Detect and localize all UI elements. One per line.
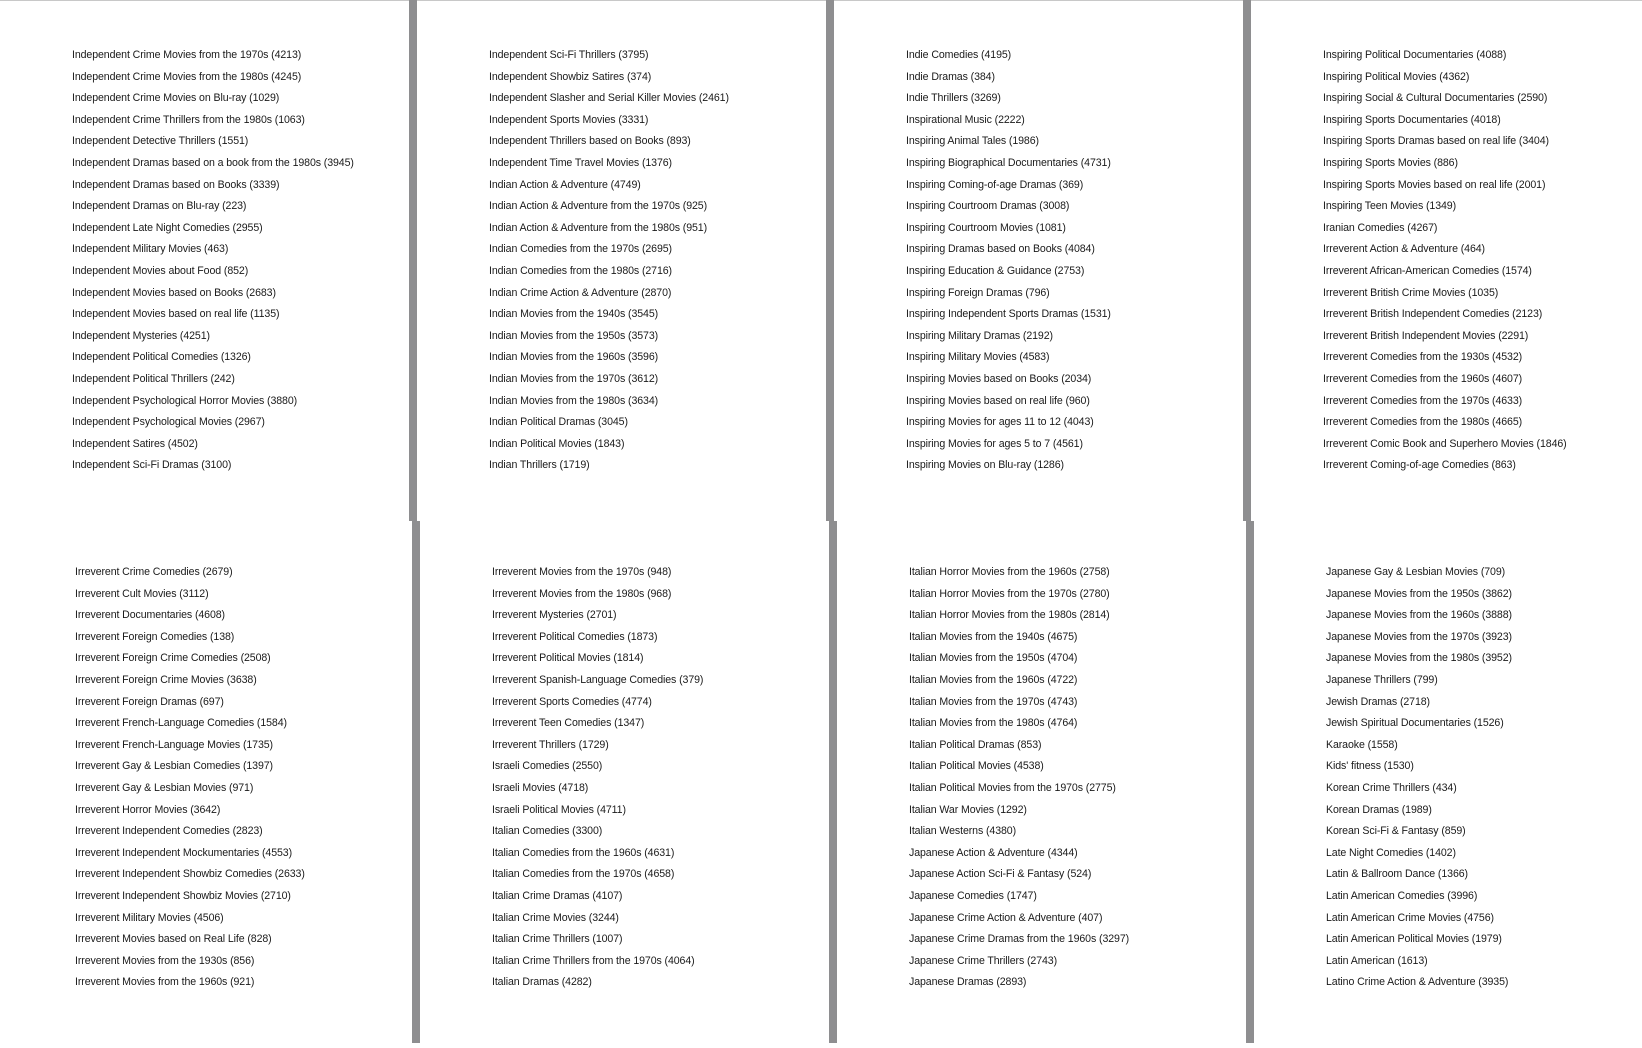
list-item: Independent Crime Movies on Blu-ray (1029) — [72, 92, 280, 105]
list-item: Irreverent Foreign Crime Comedies (2508) — [75, 652, 271, 665]
category-list — [75, 562, 465, 994]
list-item: Indie Dramas (384) — [906, 70, 995, 83]
list-item: Irreverent Movies from the 1960s (921) — [75, 976, 255, 989]
list-item: Inspiring Courtroom Dramas (3008) — [906, 200, 1070, 213]
list-item: Irreverent Independent Comedies (2823) — [75, 825, 263, 838]
list-item: Italian Crime Thrillers from the 1970s (4064) — [492, 954, 695, 967]
list-item: Japanese Action & Adventure (4344) — [909, 846, 1078, 859]
list-item: Independent Crime Movies from the 1970s (4213) — [72, 49, 302, 61]
list-item: Indian Political Movies (1843) — [489, 437, 625, 450]
list-item: Kids' fitness (1530) — [1326, 760, 1414, 773]
list-item: Latin & Ballroom Dance (1366) — [1326, 868, 1468, 881]
list-item: Irreverent British Independent Comedies (2123) — [1323, 308, 1543, 321]
list-item: Jewish Dramas (2718) — [1326, 695, 1430, 708]
list-item: Indian Political Dramas (3045) — [489, 416, 628, 429]
list-item: Independent Time Travel Movies (1376) — [489, 156, 672, 169]
list-item: Irreverent Movies based on Real Life (828) — [75, 933, 272, 946]
list-item: Irreverent Cult Movies (3112) — [75, 587, 209, 600]
list-item: Inspiring Social & Cultural Documentaries (2590) — [1323, 92, 1548, 105]
list-item: Inspiring Independent Sports Dramas (1531) — [906, 308, 1111, 321]
list-item: Irreverent Crime Comedies (2679) — [75, 566, 233, 578]
list-item: Karaoke (1558) — [1326, 738, 1398, 751]
list-item: Independent Sci-Fi Thrillers (3795) — [489, 49, 649, 61]
list-item: Japanese Dramas (2893) — [909, 976, 1027, 989]
document-page — [492, 562, 882, 994]
list-item: Inspiring Sports Documentaries (4018) — [1323, 113, 1501, 126]
list-item: Irreverent Mysteries (2701) — [492, 609, 617, 622]
category-list — [909, 562, 1299, 994]
list-item: Inspiring Political Documentaries (4088) — [1323, 49, 1507, 61]
list-item: Indian Movies from the 1960s (3596) — [489, 351, 659, 364]
list-item: Irreverent Political Comedies (1873) — [492, 630, 658, 643]
list-item: Japanese Movies from the 1980s (3952) — [1326, 652, 1512, 665]
list-item: Italian Comedies (3300) — [492, 825, 603, 838]
list-item: Irreverent Foreign Dramas (697) — [75, 695, 224, 708]
list-item: Irreverent Movies from the 1970s (948) — [492, 566, 672, 578]
list-item: Irreverent Military Movies (4506) — [75, 911, 224, 924]
list-item: Irreverent Comedies from the 1970s (4633) — [1323, 394, 1523, 407]
top-rule — [0, 0, 1642, 1]
list-item: Italian Comedies from the 1960s (4631) — [492, 846, 675, 859]
list-item: Irreverent French-Language Comedies (1584) — [75, 717, 287, 730]
list-item: Latin American Comedies (3996) — [1326, 889, 1478, 902]
list-item: Indian Action & Adventure from the 1980s (951) — [489, 221, 708, 234]
list-item: Italian Crime Dramas (4107) — [492, 889, 623, 902]
list-item: Indian Action & Adventure (4749) — [489, 178, 641, 191]
list-item: Indie Comedies (4195) — [906, 49, 1012, 61]
list-item: Inspiring Political Movies (4362) — [1323, 70, 1470, 83]
list-item: Irreverent Sports Comedies (4774) — [492, 695, 652, 708]
list-item: Independent Sci-Fi Dramas (3100) — [72, 459, 232, 472]
document-page — [906, 45, 1296, 477]
list-item: Indian Comedies from the 1970s (2695) — [489, 243, 672, 256]
list-item: Italian Horror Movies from the 1980s (2814) — [909, 609, 1110, 622]
list-item: Irreverent Gay & Lesbian Comedies (1397) — [75, 760, 273, 773]
list-item: Indian Thrillers (1719) — [489, 459, 590, 472]
list-item: Japanese Action Sci-Fi & Fantasy (524) — [909, 868, 1092, 881]
list-item: Irreverent Documentaries (4608) — [75, 609, 225, 622]
document-page — [1326, 562, 1642, 994]
list-item: Inspiring Teen Movies (1349) — [1323, 200, 1457, 213]
list-item: Japanese Gay & Lesbian Movies (709) — [1326, 566, 1506, 578]
list-item: Irreverent Horror Movies (3642) — [75, 803, 221, 816]
list-item: Japanese Movies from the 1970s (3923) — [1326, 630, 1512, 643]
list-item: Independent Political Comedies (1326) — [72, 351, 251, 364]
list-item: Jewish Spiritual Documentaries (1526) — [1326, 717, 1504, 730]
list-item: Italian War Movies (1292) — [909, 803, 1027, 816]
list-item: Latin American Crime Movies (4756) — [1326, 911, 1494, 924]
list-item: Irreverent Independent Showbiz Movies (2710) — [75, 889, 291, 902]
list-item: Inspiring Movies on Blu-ray (1286) — [906, 459, 1064, 472]
list-item: Italian Horror Movies from the 1960s (2758) — [909, 566, 1110, 578]
list-item: Japanese Thrillers (799) — [1326, 673, 1438, 686]
document-page — [909, 562, 1299, 994]
list-item: Italian Movies from the 1980s (4764) — [909, 717, 1078, 730]
list-item: Inspiring Sports Dramas based on real life (3404) — [1323, 135, 1549, 148]
list-item: Independent Psychological Movies (2967) — [72, 416, 265, 429]
list-item: Japanese Crime Thrillers (2743) — [909, 954, 1058, 967]
list-item: Italian Movies from the 1950s (4704) — [909, 652, 1078, 665]
list-item: Italian Comedies from the 1970s (4658) — [492, 868, 675, 881]
list-item: Italian Movies from the 1970s (4743) — [909, 695, 1078, 708]
list-item: Indian Comedies from the 1980s (2716) — [489, 264, 672, 277]
list-item: Israeli Political Movies (4711) — [492, 803, 626, 816]
list-item: Inspiring Courtroom Movies (1081) — [906, 221, 1066, 234]
list-item: Irreverent French-Language Movies (1735) — [75, 738, 273, 751]
list-item: Irreverent Movies from the 1930s (856) — [75, 954, 255, 967]
list-item: Indian Movies from the 1950s (3573) — [489, 329, 659, 342]
category-list — [489, 45, 879, 477]
list-item: Latin American Political Movies (1979) — [1326, 933, 1502, 946]
list-item: Latino Crime Action & Adventure (3935) — [1326, 976, 1509, 989]
list-item: Italian Horror Movies from the 1970s (2780) — [909, 587, 1110, 600]
list-item: Iranian Comedies (4267) — [1323, 221, 1438, 234]
list-item: Independent Late Night Comedies (2955) — [72, 221, 263, 234]
list-item: Inspiring Coming-of-age Dramas (369) — [906, 178, 1084, 191]
list-item: Irreverent Comedies from the 1930s (4532) — [1323, 351, 1523, 364]
list-item: Independent Thrillers based on Books (893) — [489, 135, 691, 148]
list-item: Irreverent Teen Comedies (1347) — [492, 717, 645, 730]
list-item: Japanese Crime Action & Adventure (407) — [909, 911, 1103, 924]
list-item: Japanese Comedies (1747) — [909, 889, 1037, 902]
list-item: Irreverent Independent Mockumentaries (4553) — [75, 846, 293, 859]
list-item: Independent Slasher and Serial Killer Movies (2461) — [489, 92, 729, 105]
list-item: Independent Showbiz Satires (374) — [489, 70, 652, 83]
list-item: Irreverent Thrillers (1729) — [492, 738, 609, 751]
list-item: Latin American (1613) — [1326, 954, 1428, 967]
list-item: Korean Crime Thrillers (434) — [1326, 781, 1457, 794]
list-item: Indian Movies from the 1940s (3545) — [489, 308, 659, 321]
list-item: Irreverent Political Movies (1814) — [492, 652, 644, 665]
document-page — [489, 45, 879, 477]
list-item: Korean Sci-Fi & Fantasy (859) — [1326, 825, 1466, 838]
document-page — [72, 45, 462, 477]
list-item: Israeli Comedies (2550) — [492, 760, 603, 773]
list-item: Inspiring Education & Guidance (2753) — [906, 264, 1085, 277]
list-item: Inspiring Movies for ages 11 to 12 (4043) — [906, 416, 1094, 429]
list-item: Italian Movies from the 1960s (4722) — [909, 673, 1078, 686]
list-item: Inspiring Animal Tales (1986) — [906, 135, 1039, 148]
list-item: Japanese Crime Dramas from the 1960s (3297) — [909, 933, 1130, 946]
list-item: Inspirational Music (2222) — [906, 113, 1025, 126]
category-list — [1326, 562, 1642, 994]
list-item: Irreverent Foreign Comedies (138) — [75, 630, 235, 643]
list-item: Independent Dramas on Blu-ray (223) — [72, 200, 247, 213]
list-item: Inspiring Movies for ages 5 to 7 (4561) — [906, 437, 1083, 450]
list-item: Inspiring Military Dramas (2192) — [906, 329, 1053, 342]
list-item: Inspiring Dramas based on Books (4084) — [906, 243, 1095, 256]
category-list — [906, 45, 1296, 477]
list-item: Inspiring Movies based on Books (2034) — [906, 372, 1092, 385]
list-item: Inspiring Foreign Dramas (796) — [906, 286, 1050, 299]
document-page — [1323, 45, 1642, 477]
list-item: Independent Movies based on real life (1135) — [72, 308, 280, 321]
list-item: Indian Movies from the 1980s (3634) — [489, 394, 659, 407]
list-item: Irreverent British Independent Movies (2291) — [1323, 329, 1529, 342]
list-item: Independent Military Movies (463) — [72, 243, 229, 256]
category-list — [492, 562, 882, 994]
list-item: Irreverent Comic Book and Superhero Movies (1846) — [1323, 437, 1567, 450]
list-item: Independent Dramas based on a book from the 1980s (3945) — [72, 156, 354, 169]
list-item: Independent Detective Thrillers (1551) — [72, 135, 249, 148]
list-item: Italian Crime Thrillers (1007) — [492, 933, 623, 946]
list-item: Indie Thrillers (3269) — [906, 92, 1001, 105]
list-item: Indian Movies from the 1970s (3612) — [489, 372, 659, 385]
list-item: Italian Westerns (4380) — [909, 825, 1017, 838]
list-item: Independent Crime Thrillers from the 1980s (1063) — [72, 113, 305, 126]
list-item: Irreverent British Crime Movies (1035) — [1323, 286, 1499, 299]
list-item: Japanese Movies from the 1960s (3888) — [1326, 609, 1512, 622]
list-item: Inspiring Sports Movies (886) — [1323, 156, 1458, 169]
list-item: Independent Movies based on Books (2683) — [72, 286, 276, 299]
list-item: Irreverent Independent Showbiz Comedies (2633) — [75, 868, 305, 881]
list-item: Indian Crime Action & Adventure (2870) — [489, 286, 672, 299]
list-item: Korean Dramas (1989) — [1326, 803, 1432, 816]
document-page — [75, 562, 465, 994]
list-item: Independent Mysteries (4251) — [72, 329, 210, 342]
category-list — [72, 45, 462, 477]
list-item: Irreverent Comedies from the 1980s (4665) — [1323, 416, 1523, 429]
list-item: Independent Crime Movies from the 1980s (4245) — [72, 70, 302, 83]
list-item: Italian Dramas (4282) — [492, 976, 592, 989]
list-item: Irreverent Foreign Crime Movies (3638) — [75, 673, 257, 686]
list-item: Indian Action & Adventure from the 1970s (925) — [489, 200, 708, 213]
list-item: Inspiring Biographical Documentaries (4731) — [906, 156, 1111, 169]
list-item: Irreverent Action & Adventure (464) — [1323, 243, 1485, 256]
list-item: Japanese Movies from the 1950s (3862) — [1326, 587, 1512, 600]
list-item: Irreverent Comedies from the 1960s (4607) — [1323, 372, 1523, 385]
list-item: Independent Satires (4502) — [72, 437, 198, 450]
list-item: Italian Movies from the 1940s (4675) — [909, 630, 1078, 643]
list-item: Independent Movies about Food (852) — [72, 264, 249, 277]
list-item: Israeli Movies (4718) — [492, 781, 589, 794]
list-item: Independent Psychological Horror Movies (3880) — [72, 394, 298, 407]
list-item: Italian Political Movies from the 1970s (2775) — [909, 781, 1116, 794]
category-list — [1323, 45, 1642, 477]
list-item: Inspiring Military Movies (4583) — [906, 351, 1050, 364]
list-item: Independent Sports Movies (3331) — [489, 113, 649, 126]
list-item: Inspiring Movies based on real life (960) — [906, 394, 1090, 407]
list-item: Inspiring Sports Movies based on real life (2001) — [1323, 178, 1546, 191]
list-item: Late Night Comedies (1402) — [1326, 846, 1456, 859]
list-item: Independent Dramas based on Books (3339) — [72, 178, 280, 191]
list-item: Italian Political Dramas (853) — [909, 738, 1042, 751]
list-item: Irreverent Gay & Lesbian Movies (971) — [75, 781, 254, 794]
list-item: Italian Political Movies (4538) — [909, 760, 1044, 773]
list-item: Irreverent Movies from the 1980s (968) — [492, 587, 672, 600]
list-item: Irreverent Spanish-Language Comedies (379) — [492, 673, 704, 686]
list-item: Irreverent Coming-of-age Comedies (863) — [1323, 459, 1516, 472]
list-item: Irreverent African-American Comedies (1574) — [1323, 264, 1532, 277]
list-item: Italian Crime Movies (3244) — [492, 911, 619, 924]
list-item: Independent Political Thrillers (242) — [72, 372, 235, 385]
